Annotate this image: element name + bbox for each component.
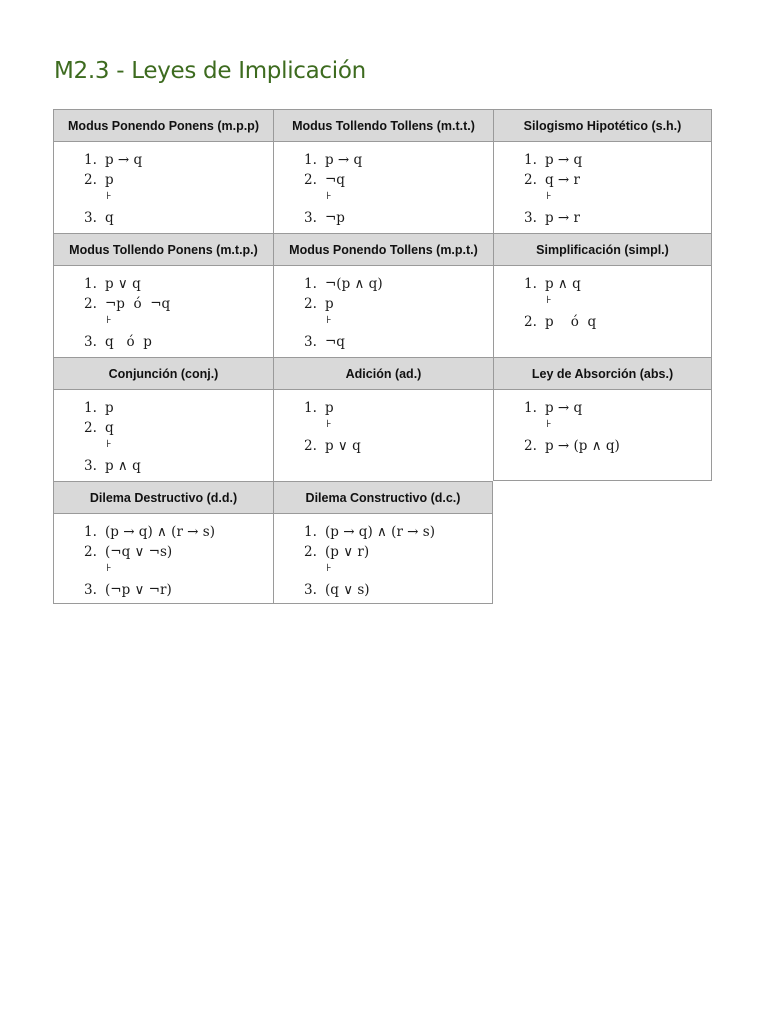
rule-body [493, 141, 712, 233]
premise-line [524, 172, 580, 188]
rule-body [273, 513, 493, 604]
line-number: 2. [304, 438, 317, 454]
line-number: 2. [304, 296, 317, 312]
rule-header: Ley de Absorción (abs.) [493, 357, 712, 389]
premise-line [84, 544, 172, 560]
conclusion-line [524, 438, 620, 454]
rule-header: Modus Tollendo Tollens (m.t.t.) [273, 109, 493, 141]
premise-line [524, 400, 582, 416]
premise-line [524, 276, 581, 292]
line-number: 3. [524, 210, 537, 226]
premise-line [304, 172, 345, 188]
formula: p ó q [545, 314, 597, 330]
line-number: 1. [304, 400, 317, 416]
line-number: 2. [84, 544, 97, 560]
turnstile-symbol: ⊦ [106, 563, 112, 574]
line-number: 2. [84, 172, 97, 188]
line-number: 1. [84, 152, 97, 168]
rule-header: Modus Tollendo Ponens (m.t.p.) [53, 233, 273, 265]
formula: p → q [545, 152, 583, 168]
conclusion-line [524, 314, 596, 330]
premise-line [84, 152, 142, 168]
conclusion-line [84, 210, 114, 226]
formula: p → q [545, 400, 583, 416]
formula: p ∧ q [105, 458, 141, 474]
conclusion-line [84, 582, 172, 598]
line-number: 2. [524, 438, 537, 454]
page-title: M2.3 - Leyes de Implicación [54, 58, 366, 84]
turnstile-symbol: ⊦ [106, 439, 112, 450]
line-number: 1. [304, 152, 317, 168]
line-number: 3. [84, 334, 97, 350]
rule-body [53, 513, 273, 604]
line-number: 2. [304, 544, 317, 560]
formula: ¬p [325, 210, 345, 226]
premise-line [84, 276, 141, 292]
formula: (q ∨ s) [325, 582, 370, 598]
formula: p [325, 296, 334, 312]
turnstile-symbol: ⊦ [106, 191, 112, 202]
formula: (p → q) ∧ (r → s) [105, 524, 215, 540]
formula: p → r [545, 210, 580, 226]
line-number: 2. [84, 420, 97, 436]
formula: p → q [325, 152, 363, 168]
premise-line [304, 524, 435, 540]
premise-line [84, 400, 114, 416]
rule-body [493, 265, 712, 357]
line-number: 2. [524, 314, 537, 330]
line-number: 1. [524, 152, 537, 168]
rule-header: Modus Ponendo Ponens (m.p.p) [53, 109, 273, 141]
turnstile-symbol: ⊦ [546, 191, 552, 202]
line-number: 1. [304, 276, 317, 292]
line-number: 3. [84, 210, 97, 226]
rule-header: Conjunción (conj.) [53, 357, 273, 389]
formula: ¬q [325, 172, 345, 188]
conclusion-line [524, 210, 580, 226]
premise-line [304, 276, 383, 292]
empty-cell [493, 513, 712, 604]
formula: q ó p [105, 334, 152, 350]
rule-header: Dilema Destructivo (d.d.) [53, 481, 273, 513]
rule-body [53, 389, 273, 481]
line-number: 1. [524, 400, 537, 416]
rule-body [493, 389, 712, 481]
turnstile-symbol: ⊦ [326, 563, 332, 574]
premise-line [304, 152, 362, 168]
conclusion-line [304, 334, 345, 350]
formula: (p ∨ r) [325, 544, 370, 560]
line-number: 3. [304, 582, 317, 598]
premise-line [84, 524, 215, 540]
rule-header: Adición (ad.) [273, 357, 493, 389]
line-number: 3. [84, 458, 97, 474]
formula: p ∨ q [325, 438, 361, 454]
rule-header: Dilema Constructivo (d.c.) [273, 481, 493, 513]
premise-line [524, 152, 582, 168]
formula: p ∧ q [545, 276, 581, 292]
turnstile-symbol: ⊦ [326, 419, 332, 430]
formula: p [105, 172, 114, 188]
turnstile-symbol: ⊦ [326, 191, 332, 202]
line-number: 1. [84, 400, 97, 416]
formula: (p → q) ∧ (r → s) [325, 524, 435, 540]
formula: p → (p ∧ q) [545, 438, 620, 454]
formula: q [105, 420, 114, 436]
premise-line [304, 296, 334, 312]
premise-line [304, 544, 369, 560]
turnstile-symbol: ⊦ [546, 295, 552, 306]
line-number: 2. [524, 172, 537, 188]
rule-header: Simplificación (simpl.) [493, 233, 712, 265]
rule-body [53, 141, 273, 233]
premise-line [84, 420, 114, 436]
line-number: 3. [84, 582, 97, 598]
formula: (¬q ∨ ¬s) [105, 544, 173, 560]
premise-line [84, 296, 170, 312]
line-number: 1. [304, 524, 317, 540]
formula: q [105, 210, 114, 226]
rule-body [273, 389, 493, 481]
conclusion-line [304, 582, 370, 598]
conclusion-line [304, 210, 345, 226]
rule-body [273, 265, 493, 357]
formula: ¬q [325, 334, 345, 350]
formula: ¬(p ∧ q) [325, 276, 383, 292]
implication-laws-table [53, 109, 712, 604]
formula: (¬p ∨ ¬r) [105, 582, 172, 598]
conclusion-line [304, 438, 361, 454]
formula: ¬p ó ¬q [105, 296, 171, 312]
formula: p [105, 400, 114, 416]
line-number: 1. [524, 276, 537, 292]
formula: p ∨ q [105, 276, 141, 292]
conclusion-line [84, 458, 141, 474]
line-number: 3. [304, 334, 317, 350]
empty-cell [493, 481, 712, 513]
rule-body [273, 141, 493, 233]
line-number: 1. [84, 276, 97, 292]
rule-header: Modus Ponendo Tollens (m.p.t.) [273, 233, 493, 265]
premise-line [304, 400, 334, 416]
conclusion-line [84, 334, 152, 350]
turnstile-symbol: ⊦ [106, 315, 112, 326]
line-number: 2. [84, 296, 97, 312]
formula: p [325, 400, 334, 416]
turnstile-symbol: ⊦ [326, 315, 332, 326]
line-number: 1. [84, 524, 97, 540]
line-number: 2. [304, 172, 317, 188]
rule-header: Silogismo Hipotético (s.h.) [493, 109, 712, 141]
formula: q → r [545, 172, 580, 188]
line-number: 3. [304, 210, 317, 226]
rule-body [53, 265, 273, 357]
turnstile-symbol: ⊦ [546, 419, 552, 430]
formula: p → q [105, 152, 143, 168]
premise-line [84, 172, 114, 188]
